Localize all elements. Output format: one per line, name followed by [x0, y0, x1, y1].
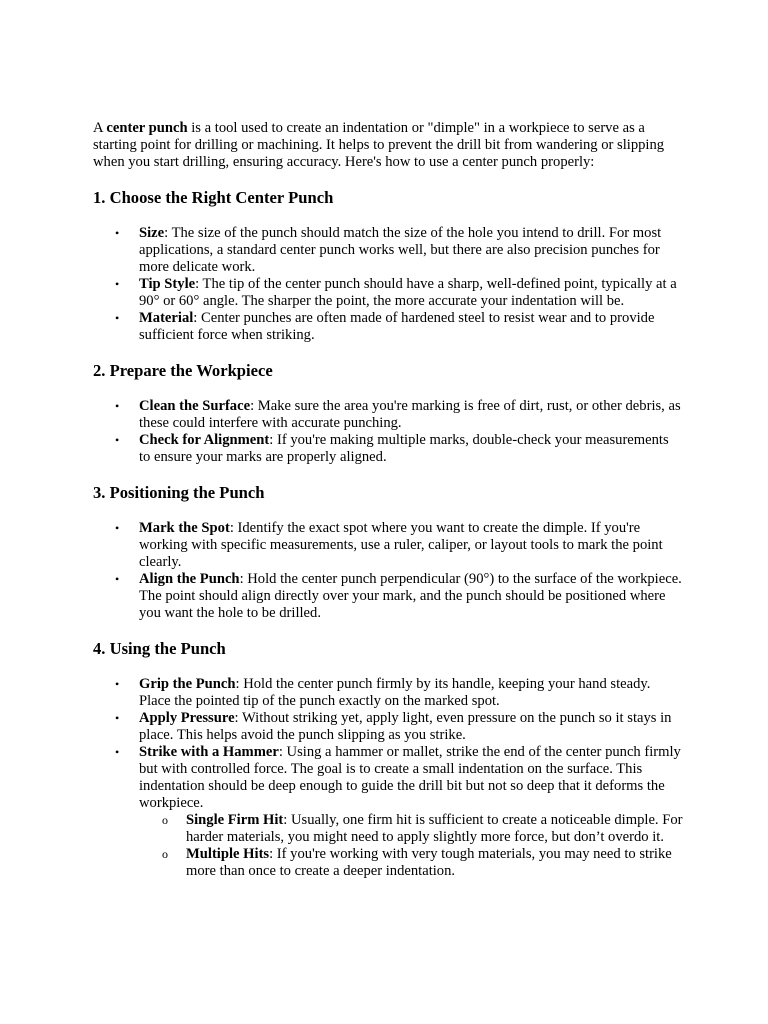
circle-bullet-icon: o	[162, 813, 168, 827]
section-list-prepare-workpiece	[93, 398, 683, 466]
sub-list-strike	[139, 812, 683, 880]
item-label: Clean the Surface	[139, 398, 251, 414]
item-label: Apply Pressure	[139, 710, 235, 726]
section-list-using-punch	[93, 676, 683, 880]
item-label: Align the Punch	[139, 571, 240, 587]
section-list-choose-punch	[93, 225, 683, 344]
item-text: : Center punches are often made of hardened steel to resist wear and to provide sufficient force when striking.	[139, 310, 655, 343]
subitem-text: : Usually, one firm hit is sufficient to create a noticeable dimple. For harder materials, you might need to apply slightly more force, but don’t overdo it.	[186, 812, 683, 845]
section-heading-positioning: 3. Positioning the Punch	[93, 483, 265, 502]
bullet-icon: •	[115, 399, 120, 413]
subitem-label: Single Firm Hit	[186, 812, 284, 828]
section-heading-choose-punch: 1. Choose the Right Center Punch	[93, 188, 334, 207]
bullet-icon: •	[115, 521, 120, 535]
item-label: Mark the Spot	[139, 520, 230, 536]
item-text: : Make sure the area you're marking is free of dirt, rust, or other debris, as these could interfere with accurate punching.	[139, 398, 681, 431]
bullet-icon: •	[115, 572, 120, 586]
sub-list-item	[162, 846, 683, 880]
item-label: Grip the Punch	[139, 676, 236, 692]
bullet-icon: •	[115, 745, 120, 759]
list-item	[115, 676, 683, 710]
list-item	[115, 225, 683, 276]
item-text: : The tip of the center punch should have a sharp, well-defined point, typically at a 90° or 60° angle. The sharper the point, the more accurate your indentation will be.	[139, 276, 677, 309]
item-text: : The size of the punch should match the size of the hole you intend to drill. For most applications, a standard center punch works well, but there are also precision punches for more delicate work.	[139, 225, 662, 275]
bullet-icon: •	[115, 677, 120, 691]
bullet-icon: •	[115, 226, 120, 240]
subitem-label: Multiple Hits	[186, 846, 270, 862]
bullet-icon: •	[115, 433, 120, 447]
section-heading-prepare-workpiece: 2. Prepare the Workpiece	[93, 361, 273, 380]
bullet-icon: •	[115, 277, 120, 291]
item-text: : Hold the center punch firmly by its handle, keeping your hand steady. Place the pointed tip of the punch exactly on the marked spot.	[139, 676, 651, 709]
item-text: : Identify the exact spot where you want to create the dimple. If you're working with specific measurements, use a ruler, caliper, or layout tools to mark the point clearly.	[139, 520, 663, 570]
section-list-positioning	[93, 520, 683, 622]
item-label: Material	[139, 310, 194, 326]
subitem-text: : If you're working with very tough materials, you may need to strike more than once to create a deeper indentation.	[186, 846, 672, 879]
intro-term: center punch	[106, 120, 188, 136]
item-label: Tip Style	[139, 276, 196, 292]
document-page	[93, 120, 683, 897]
list-item	[115, 276, 683, 310]
intro-paragraph	[93, 120, 683, 171]
item-label: Strike with a Hammer	[139, 744, 279, 760]
item-text: : Hold the center punch perpendicular (90°) to the surface of the workpiece. The point should align directly over your mark, and the punch should be positioned where you want the hole to be drilled.	[139, 571, 682, 621]
circle-bullet-icon: o	[162, 847, 168, 861]
bullet-icon: •	[115, 311, 120, 325]
sub-list-item	[162, 812, 683, 846]
intro-prefix: A	[93, 120, 107, 136]
list-item	[115, 571, 683, 622]
list-item	[115, 710, 683, 744]
item-label: Size	[139, 225, 165, 241]
list-item	[115, 398, 683, 432]
list-item	[115, 744, 683, 880]
list-item	[115, 432, 683, 466]
intro-text: is a tool used to create an indentation or "dimple" in a workpiece to serve as a starting point for drilling or machining. It helps to prevent the drill bit from wandering or slipping when you start drilling, ensuring accuracy. Here's how to use a center punch properly:	[93, 120, 665, 170]
item-text: : If you're making multiple marks, double-check your measurements to ensure your marks are properly aligned.	[139, 432, 669, 465]
bullet-icon: •	[115, 711, 120, 725]
list-item	[115, 520, 683, 571]
list-item	[115, 310, 683, 344]
item-text: : Without striking yet, apply light, even pressure on the punch so it stays in place. This helps avoid the punch slipping as you strike.	[139, 710, 672, 743]
item-text: : Using a hammer or mallet, strike the end of the center punch firmly but with controlled force. The goal is to create a small indentation on the surface. This indentation should be deep enough to guide the drill bit but not so deep that it deforms the workpiece.	[139, 744, 681, 811]
item-label: Check for Alignment	[139, 432, 270, 448]
section-heading-using-punch: 4. Using the Punch	[93, 639, 226, 658]
